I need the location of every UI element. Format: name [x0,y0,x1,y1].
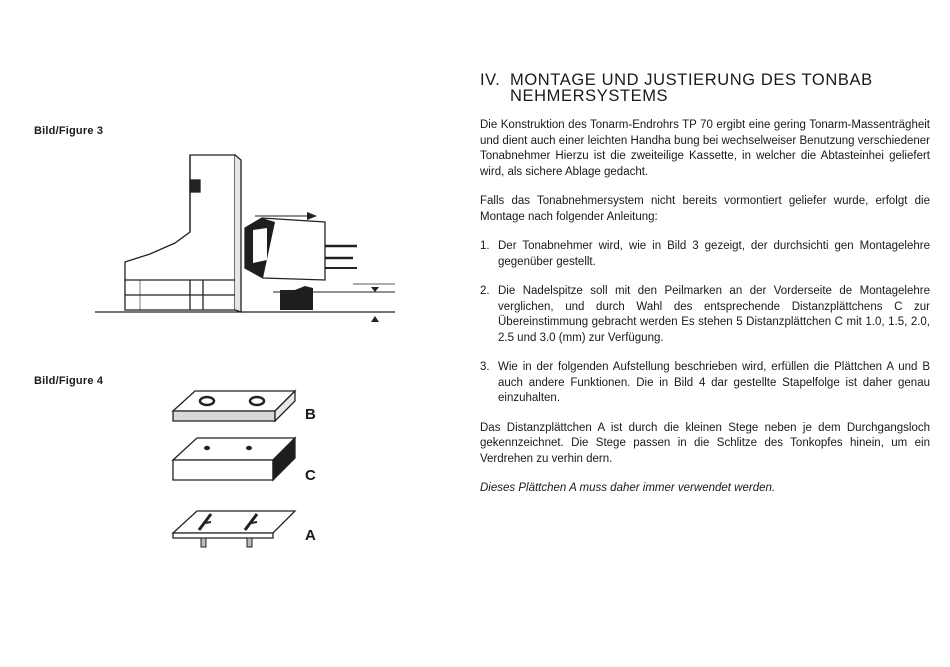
condition-paragraph: Falls das Tonabnehmersystem nicht bereits vormontiert geliefer wurde, erfolgt die Montage nach folgender Anleitung: [480,195,930,223]
plate-a-note: Das Distanzplättchen A ist durch die kleinen Stege neben je dem Durchgangsloch gekennzeichnet. Die Stege passen in die Schlitze des Tonkopfes hinein, um ein Verdrehen zu verhin dern. [480,421,930,465]
section-number: IV. [480,72,501,89]
step-1 [480,239,930,270]
step-3-text: Wie in der folgenden Aufstellung beschrieben wird, erfüllen die Plättchen A und B auch andere Funktionen. Die in Bild 4 dar gestellte Stapelfolge ist daher genau einzuhalten. [498,361,930,404]
cartridge [245,212,395,322]
figure-3-label: Bild/Figure 3 [34,125,104,137]
figure-4-label: Bild/Figure 4 [34,375,104,387]
plate-c [173,438,295,480]
section-title-text: MONTAGE UND JUSTIERUNG DES TONBAB NEHMERSYSTEMS [510,72,873,105]
step-1-number: 1. [480,240,490,252]
plate-c-letter: C [305,467,316,484]
mounting-gauge [125,155,241,312]
plate-b-letter: B [305,406,316,423]
section-iv [480,72,930,511]
section-title [480,72,930,104]
step-2-text: Die Nadelspitze soll mit den Peilmarken an der Vorderseite de Montagelehre verglichen, und durch Wahl des entsprechende Distanzplättchens C zur Übereinstimmung gebracht werden Es stehen 5 Distanzplättchen C mit 1.0, 1.5, 2.0, 2.5 und 3.0 (mm) zur Verfügung. [498,285,930,344]
closing-note: Dieses Plättchen A muss daher immer verwendet werden. [480,482,776,494]
plate-a [173,511,295,547]
step-1-text: Der Tonabnehmer wird, wie in Bild 3 gezeigt, der durchsichti gen Montagelehre gegenüber gestellt. [498,240,930,268]
figure-4-drawing [165,385,335,555]
plate-b [173,391,295,421]
step-3-number: 3. [480,361,490,373]
step-2-number: 2. [480,285,490,297]
step-2 [480,284,930,346]
intro-paragraph: Die Konstruktion des Tonarm-Endrohrs TP 70 ergibt eine gering Tonarm-Massenträgheit und dient auch einer leichten Handha bung bei wechselweiser Benutzung verschiedener Tonabnehmer Hierzu ist die zweiteilige Kassette, in welcher die Abtasteinhei geliefert wird, als sichere Ablage gedacht. [480,119,930,178]
figure-3-drawing [95,150,405,325]
plate-a-letter: A [305,527,316,544]
step-3 [480,360,930,407]
